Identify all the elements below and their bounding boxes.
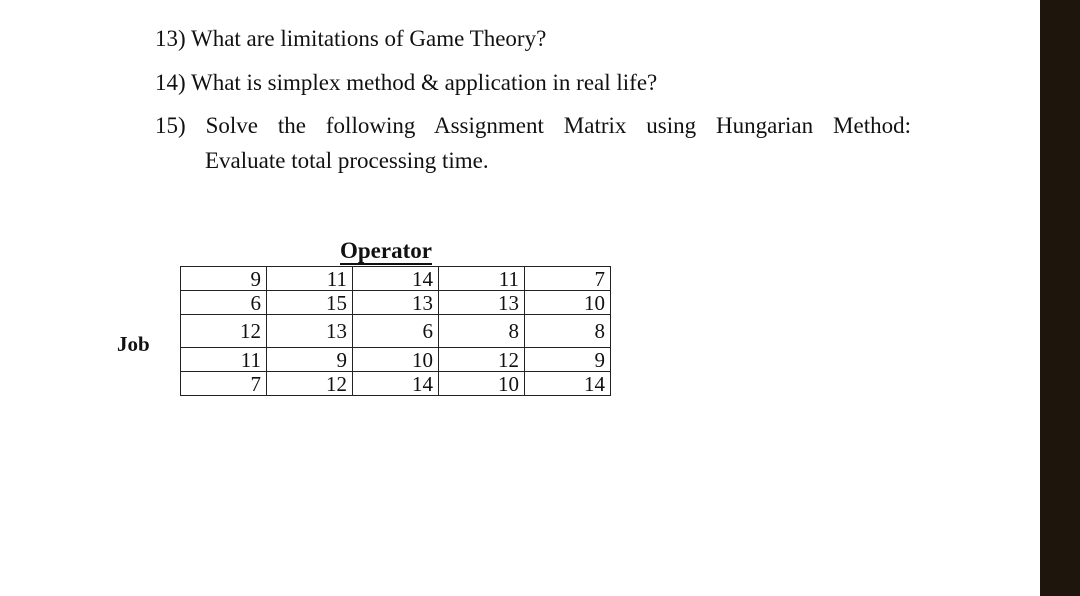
matrix-row [181, 291, 611, 315]
matrix-column-header [340, 236, 432, 266]
matrix-cell: 8 [439, 315, 525, 348]
matrix-cell: 8 [525, 315, 611, 348]
matrix-cell: 10 [353, 348, 439, 372]
matrix-cell: 6 [353, 315, 439, 348]
matrix-cell: 15 [267, 291, 353, 315]
matrix-cell: 12 [267, 372, 353, 396]
matrix-cell: 11 [181, 348, 267, 372]
operator-label: Operator [340, 238, 432, 263]
matrix-row [181, 348, 611, 372]
question-15-continuation: Evaluate total processing time. [205, 148, 489, 173]
matrix-cell: 14 [353, 372, 439, 396]
matrix-cell: 7 [181, 372, 267, 396]
matrix-cell: 10 [525, 291, 611, 315]
matrix-cell: 9 [525, 348, 611, 372]
matrix-cell: 14 [353, 267, 439, 291]
matrix-row-header: Job [117, 332, 150, 356]
matrix-row [181, 372, 611, 396]
screen-edge-bar [1040, 0, 1080, 596]
matrix-cell: 12 [439, 348, 525, 372]
matrix-cell: 11 [439, 267, 525, 291]
matrix-cell: 6 [181, 291, 267, 315]
matrix-cell: 11 [267, 267, 353, 291]
matrix-cell: 7 [525, 267, 611, 291]
matrix-cell: 13 [267, 315, 353, 348]
matrix-cell: 9 [267, 348, 353, 372]
matrix-cell: 12 [181, 315, 267, 348]
question-14: 14) What is simplex method & application in real life? [155, 70, 658, 95]
matrix-cell: 10 [439, 372, 525, 396]
matrix-cell: 9 [181, 267, 267, 291]
question-15: 15) Solve the following Assignment Matrix using Hungarian Method: [155, 113, 911, 138]
assignment-matrix [180, 266, 611, 396]
matrix-row [181, 267, 611, 291]
matrix-cell: 13 [353, 291, 439, 315]
matrix-cell: 13 [439, 291, 525, 315]
matrix-cell: 14 [525, 372, 611, 396]
question-13: 13) What are limitations of Game Theory? [155, 26, 547, 51]
matrix-row [181, 315, 611, 348]
